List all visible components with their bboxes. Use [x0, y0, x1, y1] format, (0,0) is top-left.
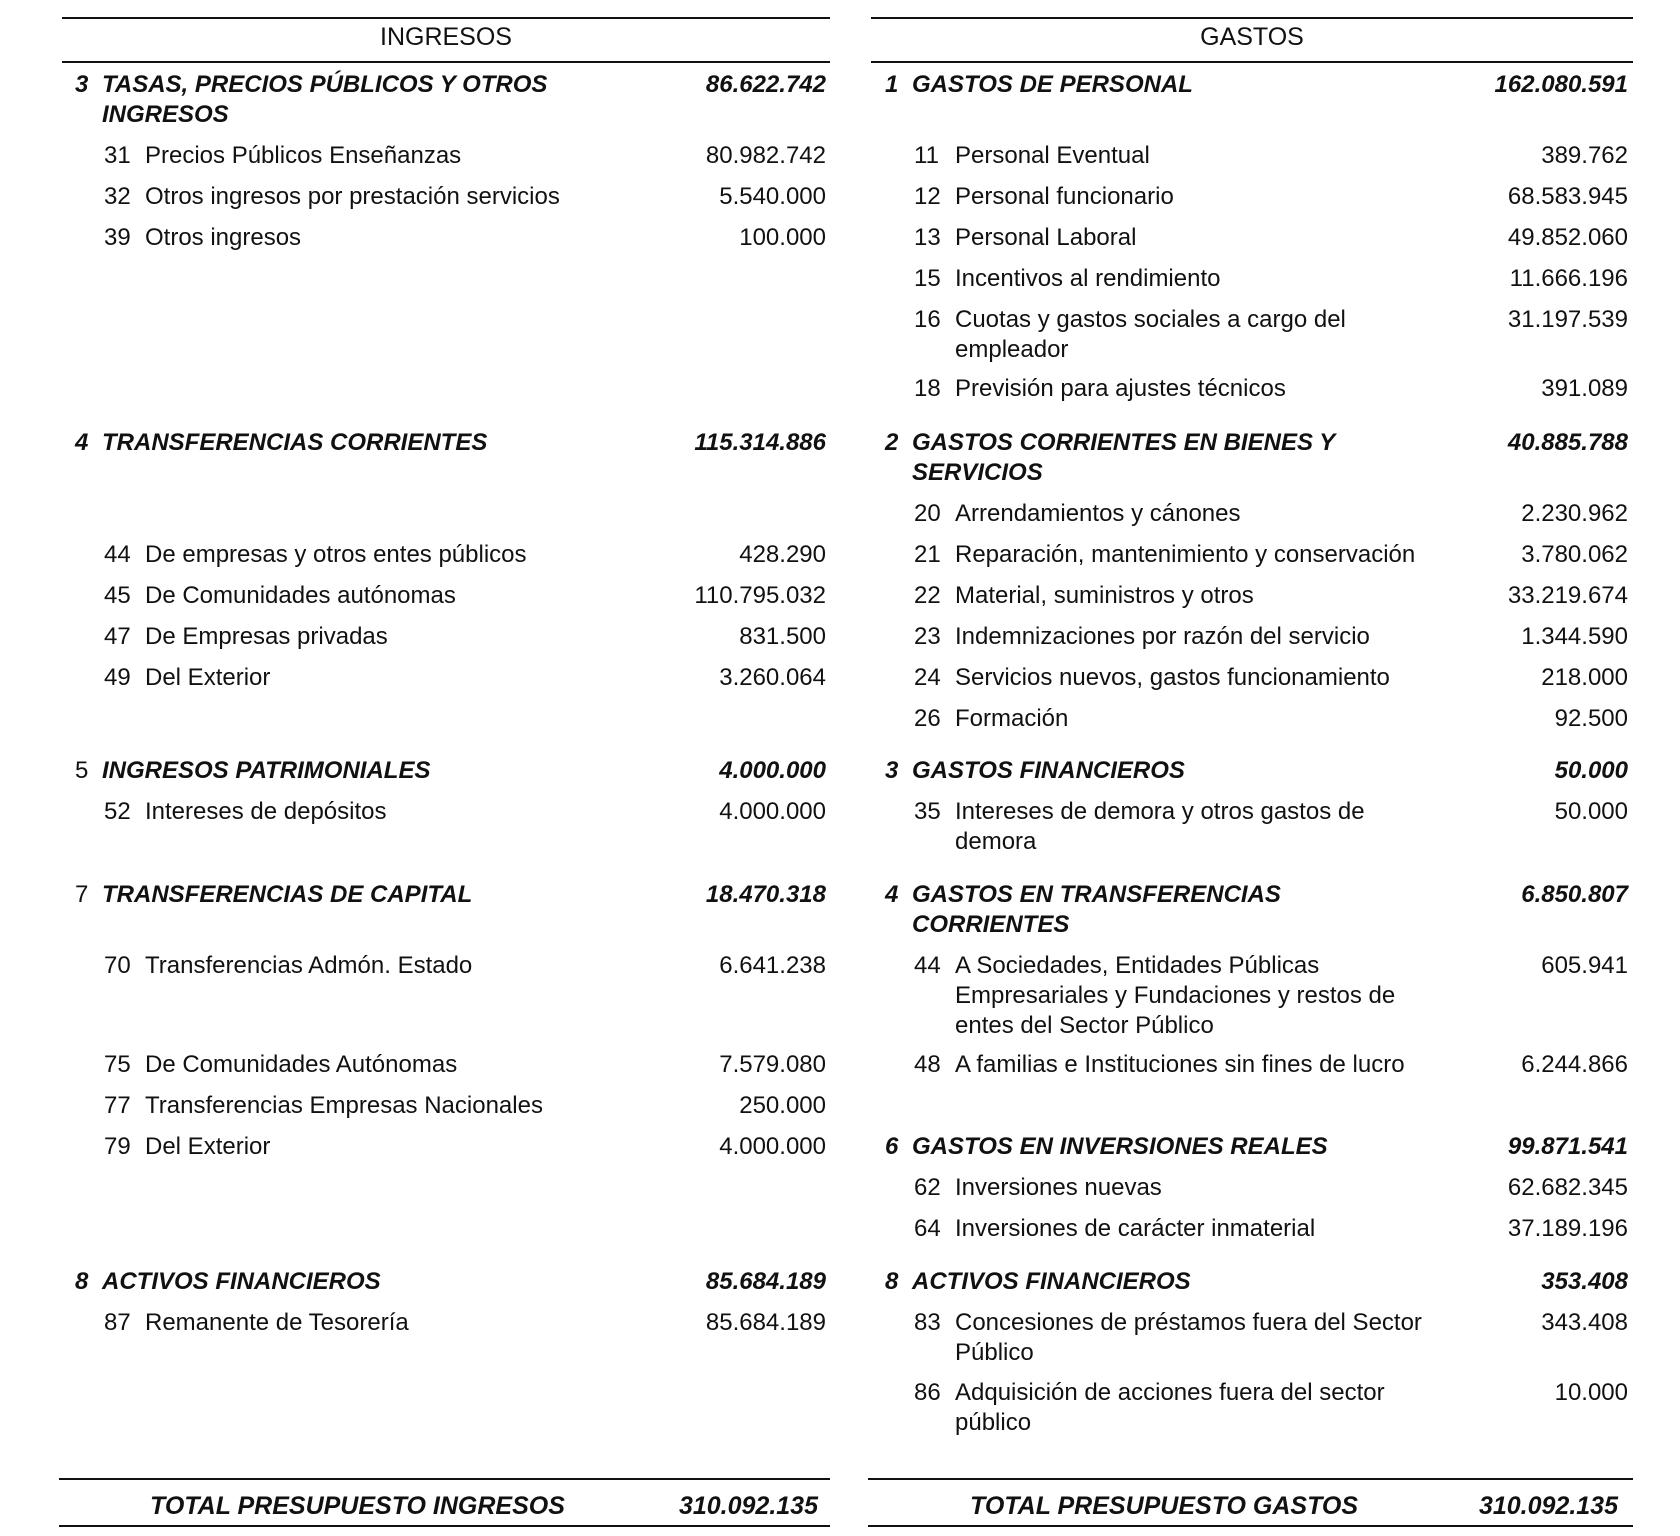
chapter-value: 162.080.591 [1494, 71, 1628, 98]
item-label: A familias e Instituciones sin fines de lucro [955, 1051, 1405, 1078]
item-code: 87 [104, 1309, 131, 1336]
item-value: 49.852.060 [1507, 224, 1628, 251]
item-code: 18 [914, 375, 941, 402]
item-code: 21 [914, 541, 941, 568]
item-value: 33.219.674 [1507, 582, 1628, 609]
ingresos-top-rule [62, 17, 830, 19]
item-label: Del Exterior [145, 664, 271, 691]
item-value: 100.000 [739, 224, 826, 251]
item-value: 10.000 [1554, 1379, 1628, 1406]
item-value: 4.000.000 [719, 1133, 826, 1160]
item-code: 44 [914, 952, 941, 979]
item-label: De Comunidades autónomas [145, 582, 456, 609]
item-code: 16 [914, 306, 941, 333]
item-code: 48 [914, 1051, 941, 1078]
chapter-label: GASTOS FINANCIEROS [912, 757, 1185, 784]
item-value: 1.344.590 [1521, 623, 1628, 650]
item-code: 35 [914, 798, 941, 825]
item-label: Indemnizaciones por razón del servicio [955, 623, 1370, 650]
chapter-value: 115.314.886 [694, 429, 826, 456]
item-label: Reparación, mantenimiento y conservación [955, 541, 1416, 568]
chapter-label: TRANSFERENCIAS DE CAPITAL [102, 881, 473, 908]
item-label: Personal Eventual [955, 142, 1150, 169]
item-label: Inversiones nuevas [955, 1174, 1162, 1201]
chapter-label: ACTIVOS FINANCIEROS [102, 1268, 381, 1295]
item-code: 24 [914, 664, 941, 691]
item-code: 79 [104, 1133, 131, 1160]
item-label: Servicios nuevos, gastos funcionamiento [955, 664, 1390, 691]
item-label: Material, suministros y otros [955, 582, 1254, 609]
item-label: Transferencias Empresas Nacionales [145, 1092, 543, 1119]
chapter-label: ACTIVOS FINANCIEROS [912, 1268, 1191, 1295]
item-code: 22 [914, 582, 941, 609]
item-code: 86 [914, 1379, 941, 1406]
chapter-label: GASTOS DE PERSONAL [912, 71, 1193, 98]
gastos-header-rule [871, 61, 1633, 63]
item-code: 75 [104, 1051, 131, 1078]
item-value: 6.641.238 [719, 952, 826, 979]
item-label: Transferencias Admón. Estado [145, 952, 473, 979]
chapter-value: 40.885.788 [1507, 429, 1628, 456]
chapter-value: 85.684.189 [705, 1268, 826, 1295]
ingresos-total-label: TOTAL PRESUPUESTO INGRESOS [150, 1492, 565, 1520]
chapter-label: TRANSFERENCIAS CORRIENTES [102, 429, 488, 456]
ingresos-header-rule [62, 61, 830, 63]
item-value: 3.260.064 [719, 664, 826, 691]
item-label: De Comunidades Autónomas [145, 1051, 458, 1078]
item-value: 605.941 [1541, 952, 1628, 979]
item-code: 13 [914, 224, 941, 251]
item-code: 52 [104, 798, 131, 825]
item-value: 6.244.866 [1521, 1051, 1628, 1078]
item-value: 50.000 [1554, 798, 1628, 825]
item-label: Concesiones de préstamos fuera del Sector Público [955, 1309, 1422, 1366]
chapter-value: 18.470.318 [705, 881, 826, 908]
item-code: 77 [104, 1092, 131, 1119]
item-code: 83 [914, 1309, 941, 1336]
item-value: 31.197.539 [1507, 306, 1628, 333]
gastos-total-bottom-rule [868, 1525, 1633, 1527]
chapter-value: 353.408 [1541, 1268, 1628, 1295]
item-code: 23 [914, 623, 941, 650]
item-label: Otros ingresos [145, 224, 302, 251]
item-value: 110.795.032 [694, 582, 826, 609]
chapter-code: 6 [885, 1133, 899, 1160]
item-code: 49 [104, 664, 131, 691]
item-code: 44 [104, 541, 131, 568]
item-label: Adquisición de acciones fuera del sector público [955, 1379, 1385, 1436]
item-value: 37.189.196 [1507, 1215, 1628, 1242]
chapter-code: 7 [75, 881, 89, 908]
chapter-value: 6.850.807 [1521, 881, 1628, 908]
item-label: Precios Públicos Enseñanzas [145, 142, 462, 169]
chapter-code: 4 [75, 429, 89, 456]
item-value: 3.780.062 [1521, 541, 1628, 568]
chapter-code: 2 [885, 429, 899, 456]
chapter-code: 3 [885, 757, 899, 784]
item-code: 47 [104, 623, 131, 650]
item-label: Otros ingresos por prestación servicios [145, 183, 560, 210]
chapter-value: 99.871.541 [1507, 1133, 1628, 1160]
item-code: 31 [104, 142, 131, 169]
item-label: Formación [955, 705, 1069, 732]
item-value: 85.684.189 [705, 1309, 826, 1336]
item-label: Incentivos al rendimiento [955, 265, 1221, 292]
item-value: 250.000 [739, 1092, 826, 1119]
item-label: Del Exterior [145, 1133, 271, 1160]
item-value: 2.230.962 [1521, 500, 1628, 527]
chapter-code: 1 [885, 71, 899, 98]
item-label: Arrendamientos y cánones [955, 500, 1241, 527]
item-value: 218.000 [1541, 664, 1628, 691]
chapter-label: TASAS, PRECIOS PÚBLICOS Y OTROS INGRESOS [102, 71, 548, 128]
item-value: 343.408 [1541, 1309, 1628, 1336]
item-label: Previsión para ajustes técnicos [955, 375, 1286, 402]
item-code: 20 [914, 500, 941, 527]
item-code: 12 [914, 183, 941, 210]
item-value: 11.666.196 [1509, 265, 1628, 292]
item-label: Intereses de demora y otros gastos de demora [955, 798, 1365, 855]
item-value: 7.579.080 [719, 1051, 826, 1078]
item-label: De empresas y otros entes públicos [145, 541, 527, 568]
chapter-label: GASTOS EN INVERSIONES REALES [912, 1133, 1328, 1160]
ingresos-total-bottom-rule [59, 1525, 830, 1527]
item-value: 5.540.000 [719, 183, 826, 210]
chapter-label: INGRESOS PATRIMONIALES [102, 757, 431, 784]
item-code: 39 [104, 224, 131, 251]
item-label: A Sociedades, Entidades Públicas Empresariales y Fundaciones y restos de entes del Sector Público [955, 952, 1396, 1039]
item-code: 70 [104, 952, 131, 979]
item-value: 831.500 [739, 623, 826, 650]
chapter-value: 50.000 [1554, 757, 1628, 784]
item-code: 15 [914, 265, 941, 292]
chapter-code: 4 [885, 881, 899, 908]
item-code: 11 [914, 142, 939, 169]
item-code: 62 [914, 1174, 941, 1201]
item-label: Cuotas y gastos sociales a cargo del empleador [955, 306, 1346, 363]
item-code: 64 [914, 1215, 941, 1242]
gastos-total-value: 310.092.135 [1478, 1492, 1618, 1520]
ingresos-total-value: 310.092.135 [678, 1492, 818, 1520]
gastos-top-rule [871, 17, 1633, 19]
item-value: 389.762 [1541, 142, 1628, 169]
item-label: Inversiones de carácter inmaterial [955, 1215, 1316, 1242]
chapter-value: 86.622.742 [705, 71, 826, 98]
item-label: De Empresas privadas [145, 623, 388, 650]
item-value: 68.583.945 [1507, 183, 1628, 210]
item-value: 92.500 [1554, 705, 1628, 732]
item-code: 26 [914, 705, 941, 732]
item-label: Personal Laboral [955, 224, 1137, 251]
chapter-code: 8 [75, 1268, 89, 1295]
item-value: 62.682.345 [1507, 1174, 1628, 1201]
item-label: Personal funcionario [955, 183, 1174, 210]
chapter-label: GASTOS CORRIENTES EN BIENES Y SERVICIOS [912, 429, 1335, 486]
ingresos-total-top-rule [59, 1478, 830, 1480]
gastos-header: GASTOS [1200, 23, 1304, 51]
chapter-value: 4.000.000 [719, 757, 826, 784]
item-value: 4.000.000 [719, 798, 826, 825]
item-value: 391.089 [1541, 375, 1628, 402]
item-code: 45 [104, 582, 131, 609]
chapter-code: 5 [75, 757, 89, 784]
item-value: 80.982.742 [705, 142, 826, 169]
chapter-code: 3 [75, 71, 89, 98]
chapter-code: 8 [885, 1268, 899, 1295]
chapter-label: GASTOS EN TRANSFERENCIAS CORRIENTES [912, 881, 1281, 938]
item-label: Remanente de Tesorería [145, 1309, 409, 1336]
ingresos-header: INGRESOS [380, 23, 512, 51]
item-label: Intereses de depósitos [145, 798, 387, 825]
item-value: 428.290 [739, 541, 826, 568]
gastos-total-top-rule [868, 1478, 1633, 1480]
item-code: 32 [104, 183, 131, 210]
gastos-total-label: TOTAL PRESUPUESTO GASTOS [970, 1492, 1359, 1520]
